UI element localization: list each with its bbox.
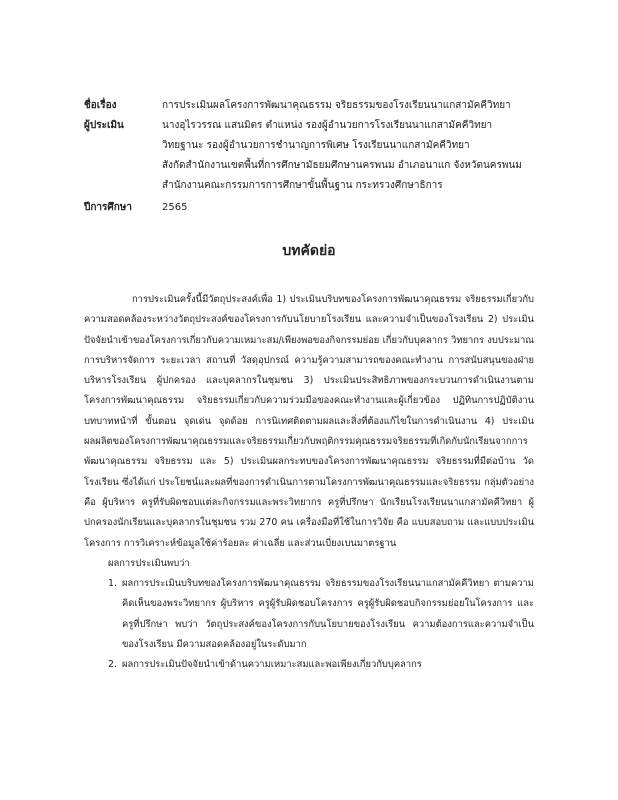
title-label: ชื่อเรื่อง <box>84 100 117 111</box>
year-value: 2565 <box>162 202 188 213</box>
title-value: การประเมินผลโครงการพัฒนาคุณธรรม จริยธรรมของโรงเรียนนาแกสามัคคีวิทยา <box>162 100 511 111</box>
evaluator-row <box>84 116 544 196</box>
finding-number: 1. <box>108 578 117 590</box>
results-heading: ผลการประเมินพบว่า <box>108 557 190 569</box>
evaluator-label: ผู้ประเมิน <box>84 120 124 131</box>
finding-number: 2. <box>108 659 117 671</box>
abstract-body <box>84 290 534 676</box>
evaluator-line: วิทยฐานะ รองผู้อำนวยการชำนาญการพิเศษ โรงเรียนนาแกสามัคคีวิทยา <box>162 140 470 151</box>
finding-item <box>84 574 534 655</box>
abstract-title: บทคัดย่อ <box>282 243 336 259</box>
document-metadata <box>84 96 544 218</box>
finding-text: ผลการประเมินปัจจัยนำเข้าด้านความเหมาะสมและพอเพียงเกี่ยวกับบุคลากร <box>122 659 422 671</box>
finding-item <box>84 655 534 675</box>
year-row <box>84 198 544 218</box>
evaluator-line: สำนักงานคณะกรรมการการศึกษาขั้นพื้นฐาน กระทรวงศึกษาธิการ <box>162 180 443 191</box>
finding-text: ผลการประเมินบริบทของโครงการพัฒนาคุณธรรม จริยธรรมของโรงเรียนนาแกสามัคคีวิทยา ตามความคิดเห็นของพระวิทยากร ผู้บริหาร ครูผู้รับผิดชอบโครงการ ครูผู้รับผิดชอบกิจกรรมย่อยในโครงการ และครูที่ปรึกษา พบว่า วัตถุประสงค์ของโครงการกับนโยบายของโรงเรียน ความต้องการและความจำเป็นของโรงเรียน มีความสอดคล้องอยู่ในระดับมาก <box>122 578 534 651</box>
abstract-paragraph: การประเมินครั้งนี้มีวัตถุประสงค์เพื่อ 1) ประเมินบริบทของโครงการพัฒนาคุณธรรม จริยธรรมเกี่ยวกับความสอดคล้องระหว่างวัตถุประสงค์ของโครงการกับนโยบายโรงเรียน และความจำเป็นของโรงเรียน 2) ประเมินปัจจัยนำเข้าของโครงการเกี่ยวกับความเหมาะสม/เพียงพอของกิจกรรมย่อย เกี่ยวกับบุคลากร วิทยากร งบประมาณ การบริหารจัดการ ระยะเวลา สถานที่ วัสดุอุปกรณ์ ความรู้ความสามารถของคณะทำงาน การสนับสนุนของฝ่ายบริหารโรงเรียน ผู้ปกครอง และบุคลากรในชุมชน 3) ประเมินประสิทธิภาพของกระบวนการดำเนินงานตามโครงการพัฒนาคุณธรรม จริยธรรมเกี่ยวกับความร่วมมือของคณะทำงานและผู้เกี่ยวข้อง ปฏิทินการปฏิบัติงาน บทบาทหน้าที่ ขั้นตอน จุดเด่น จุดด้อย การนิเทศติดตามผลและสิ่งที่ต้องแก้ไขในการดำเนินงาน 4) ประเมินผลผลิตของโครงการพัฒนาคุณธรรมและจริยธรรมเกี่ยวกับพฤติกรรมคุณธรรมจริยธรรมที่เกิดกับนักเรียนจากการพัฒนาคุณธรรม จริยธรรม และ 5) ประเมินผลกระทบของโครงการพัฒนาคุณธรรม จริยธรรมที่มีต่อบ้าน วัด โรงเรียน ซึ่งได้แก่ ประโยชน์และผลที่ของการดำเนินการตามโครงการพัฒนาคุณธรรมและจริยธรรม กลุ่มตัวอย่าง คือ ผู้บริหาร ครูที่รับผิดชอบแต่ละกิจกรรมและพระวิทยากร ครูที่ปรึกษา นักเรียนโรงเรียนนาแกสามัคคีวิทยา ผู้ปกครองนักเรียนและบุคลากรในชุมชน รวม 270 คน เครื่องมือที่ใช้ในการวิจัย คือ แบบสอบถาม และแบบประเมินโครงการ การวิเคราะห์ข้อมูลใช้ค่าร้อยละ ค่าเฉลี่ย และส่วนเบี่ยงเบนมาตรฐาน <box>84 294 534 549</box>
evaluator-value <box>162 116 544 196</box>
year-label: ปีการศึกษา <box>84 202 132 213</box>
evaluator-line: สังกัดสำนักงานเขตพื้นที่การศึกษามัธยมศึกษานครพนม อำเภอนาแก จังหวัดนครพนม <box>162 160 522 171</box>
evaluator-line: นางอุไรวรรณ แสนมิตร ตำแหน่ง รองผู้อำนวยการโรงเรียนนาแกสามัคคีวิทยา <box>162 120 493 131</box>
title-row <box>84 96 544 116</box>
